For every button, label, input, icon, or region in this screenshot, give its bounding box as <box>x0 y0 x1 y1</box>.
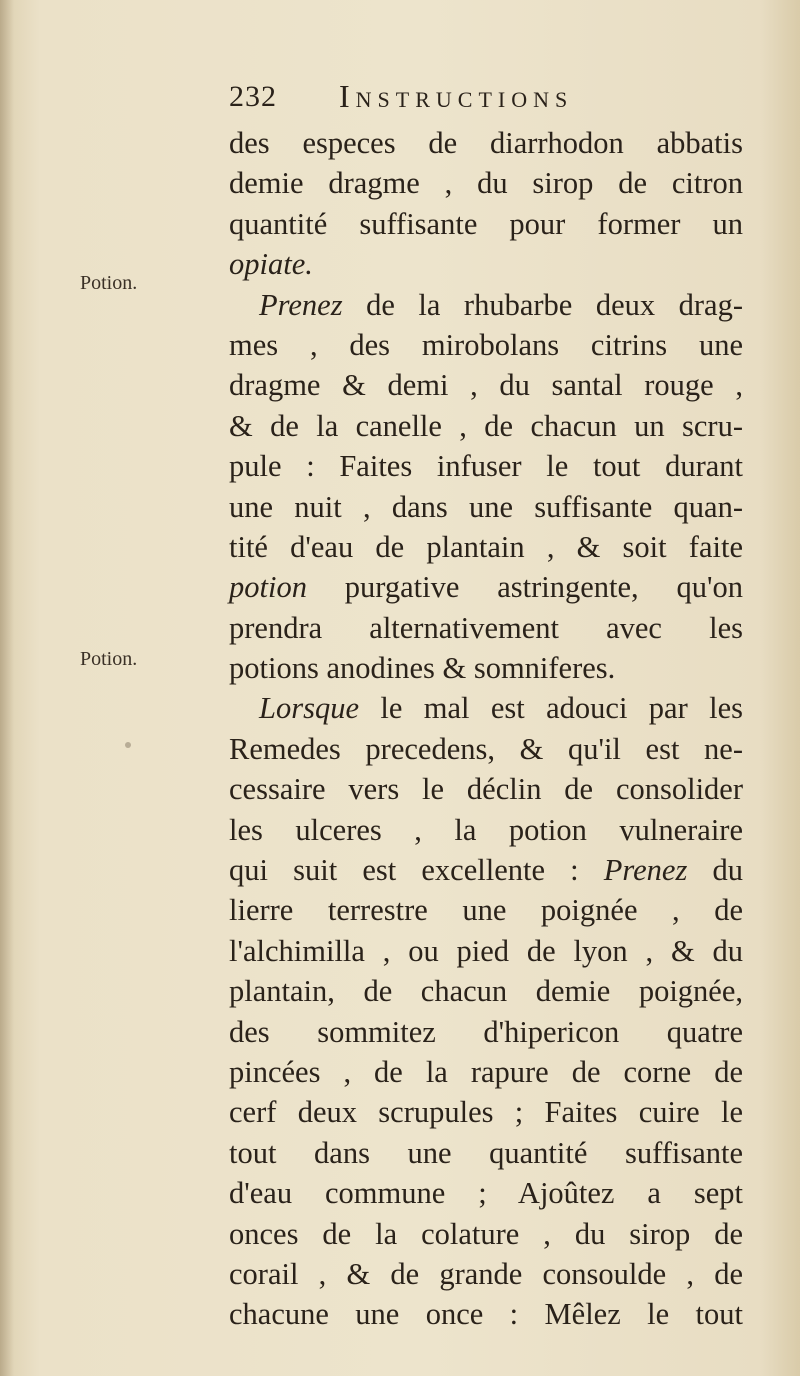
page-header <box>229 76 689 126</box>
text-line <box>229 769 743 809</box>
text-line <box>229 850 743 890</box>
text-line <box>229 204 743 244</box>
text-line <box>229 446 743 486</box>
text-line <box>229 810 743 850</box>
italic-word: Lorsque <box>259 691 359 726</box>
text-line <box>229 285 743 325</box>
text-line <box>229 729 743 769</box>
text-segment: de la rhubarbe deux drag- <box>342 287 743 322</box>
italic-word: Prenez <box>603 853 688 888</box>
text-segment: potions anodines & somniferes. <box>229 651 616 686</box>
text-line <box>229 971 743 1011</box>
text-line <box>229 406 743 446</box>
text-segment: l'alchimilla , ou pied de lyon , & du <box>229 933 743 968</box>
text-segment: & de la canelle , de chacun un scru- <box>229 408 743 443</box>
text-segment: plantain, de chacun demie poignée, <box>229 974 743 1009</box>
text-line <box>229 1092 743 1132</box>
text-line <box>229 163 743 203</box>
text-line <box>229 487 743 527</box>
text-segment: d'eau commune ; Ajoûtez a sept <box>229 1176 743 1211</box>
text-segment: dragme & demi , du santal rouge , <box>229 368 743 403</box>
text-segment: cerf deux scrupules ; Faites cuire le <box>229 1095 743 1130</box>
text-segment: quantité suffisante pour former un <box>229 206 743 241</box>
running-head: Instructions <box>339 78 574 114</box>
text-line <box>229 608 743 648</box>
italic-word: opiate. <box>229 247 313 282</box>
text-line <box>229 1254 743 1294</box>
text-line <box>229 931 743 971</box>
text-segment: purgative astringente, qu'on <box>306 570 743 605</box>
text-segment: tout dans une quantité suffisante <box>229 1135 743 1170</box>
text-segment: des especes de diarrhodon abbatis <box>229 126 743 160</box>
text-segment: mes , des mirobolans citrins une <box>229 327 743 362</box>
margin-note-potion-2: Potion. <box>80 648 138 670</box>
text-segment: corail , & de grande consoulde , de <box>229 1256 743 1291</box>
text-line <box>229 123 743 163</box>
text-line <box>229 648 743 688</box>
text-segment: onces de la colature , du sirop de <box>229 1216 743 1251</box>
ink-speck <box>125 742 131 748</box>
body-text <box>229 123 743 1335</box>
spine-shadow <box>0 0 14 1376</box>
text-line <box>229 365 743 405</box>
page-number: 232 <box>229 80 277 113</box>
text-segment: lierre terrestre une poignée , de <box>229 893 743 928</box>
text-segment: pule : Faites infuser le tout durant <box>229 449 743 484</box>
text-segment: une nuit , dans une suffisante quan- <box>229 489 743 524</box>
text-segment: le mal est adouci par les <box>359 691 743 726</box>
text-segment: tité d'eau de plantain , & soit faite <box>229 529 743 564</box>
text-line <box>229 688 743 728</box>
text-segment: demie dragme , du sirop de citron <box>229 166 743 201</box>
margin-note-potion-1: Potion. <box>80 272 138 294</box>
text-line <box>229 1173 743 1213</box>
text-segment: du <box>687 853 743 888</box>
text-segment: des sommitez d'hipericon quatre <box>229 1014 743 1049</box>
text-line <box>229 890 743 930</box>
text-segment: cessaire vers le déclin de consolider <box>229 772 743 807</box>
text-line <box>229 1052 743 1092</box>
text-segment: chacune une once : Mêlez le tout <box>229 1297 743 1332</box>
text-segment: les ulceres , la potion vulneraire <box>229 812 743 847</box>
text-line <box>229 1012 743 1052</box>
text-segment: Remedes precedens, & qu'il est ne- <box>229 731 743 766</box>
italic-word: potion <box>229 570 307 605</box>
text-line <box>229 1214 743 1254</box>
text-line <box>229 325 743 365</box>
text-segment: prendra alternativement avec les <box>229 610 743 645</box>
text-line <box>229 1133 743 1173</box>
text-line <box>229 567 743 607</box>
text-line <box>229 1294 743 1334</box>
italic-word: Prenez <box>259 287 343 322</box>
text-segment: qui suit est excellente : <box>229 853 604 888</box>
text-line <box>229 244 743 284</box>
text-line <box>229 527 743 567</box>
text-segment: pincées , de la rapure de corne de <box>229 1054 743 1089</box>
